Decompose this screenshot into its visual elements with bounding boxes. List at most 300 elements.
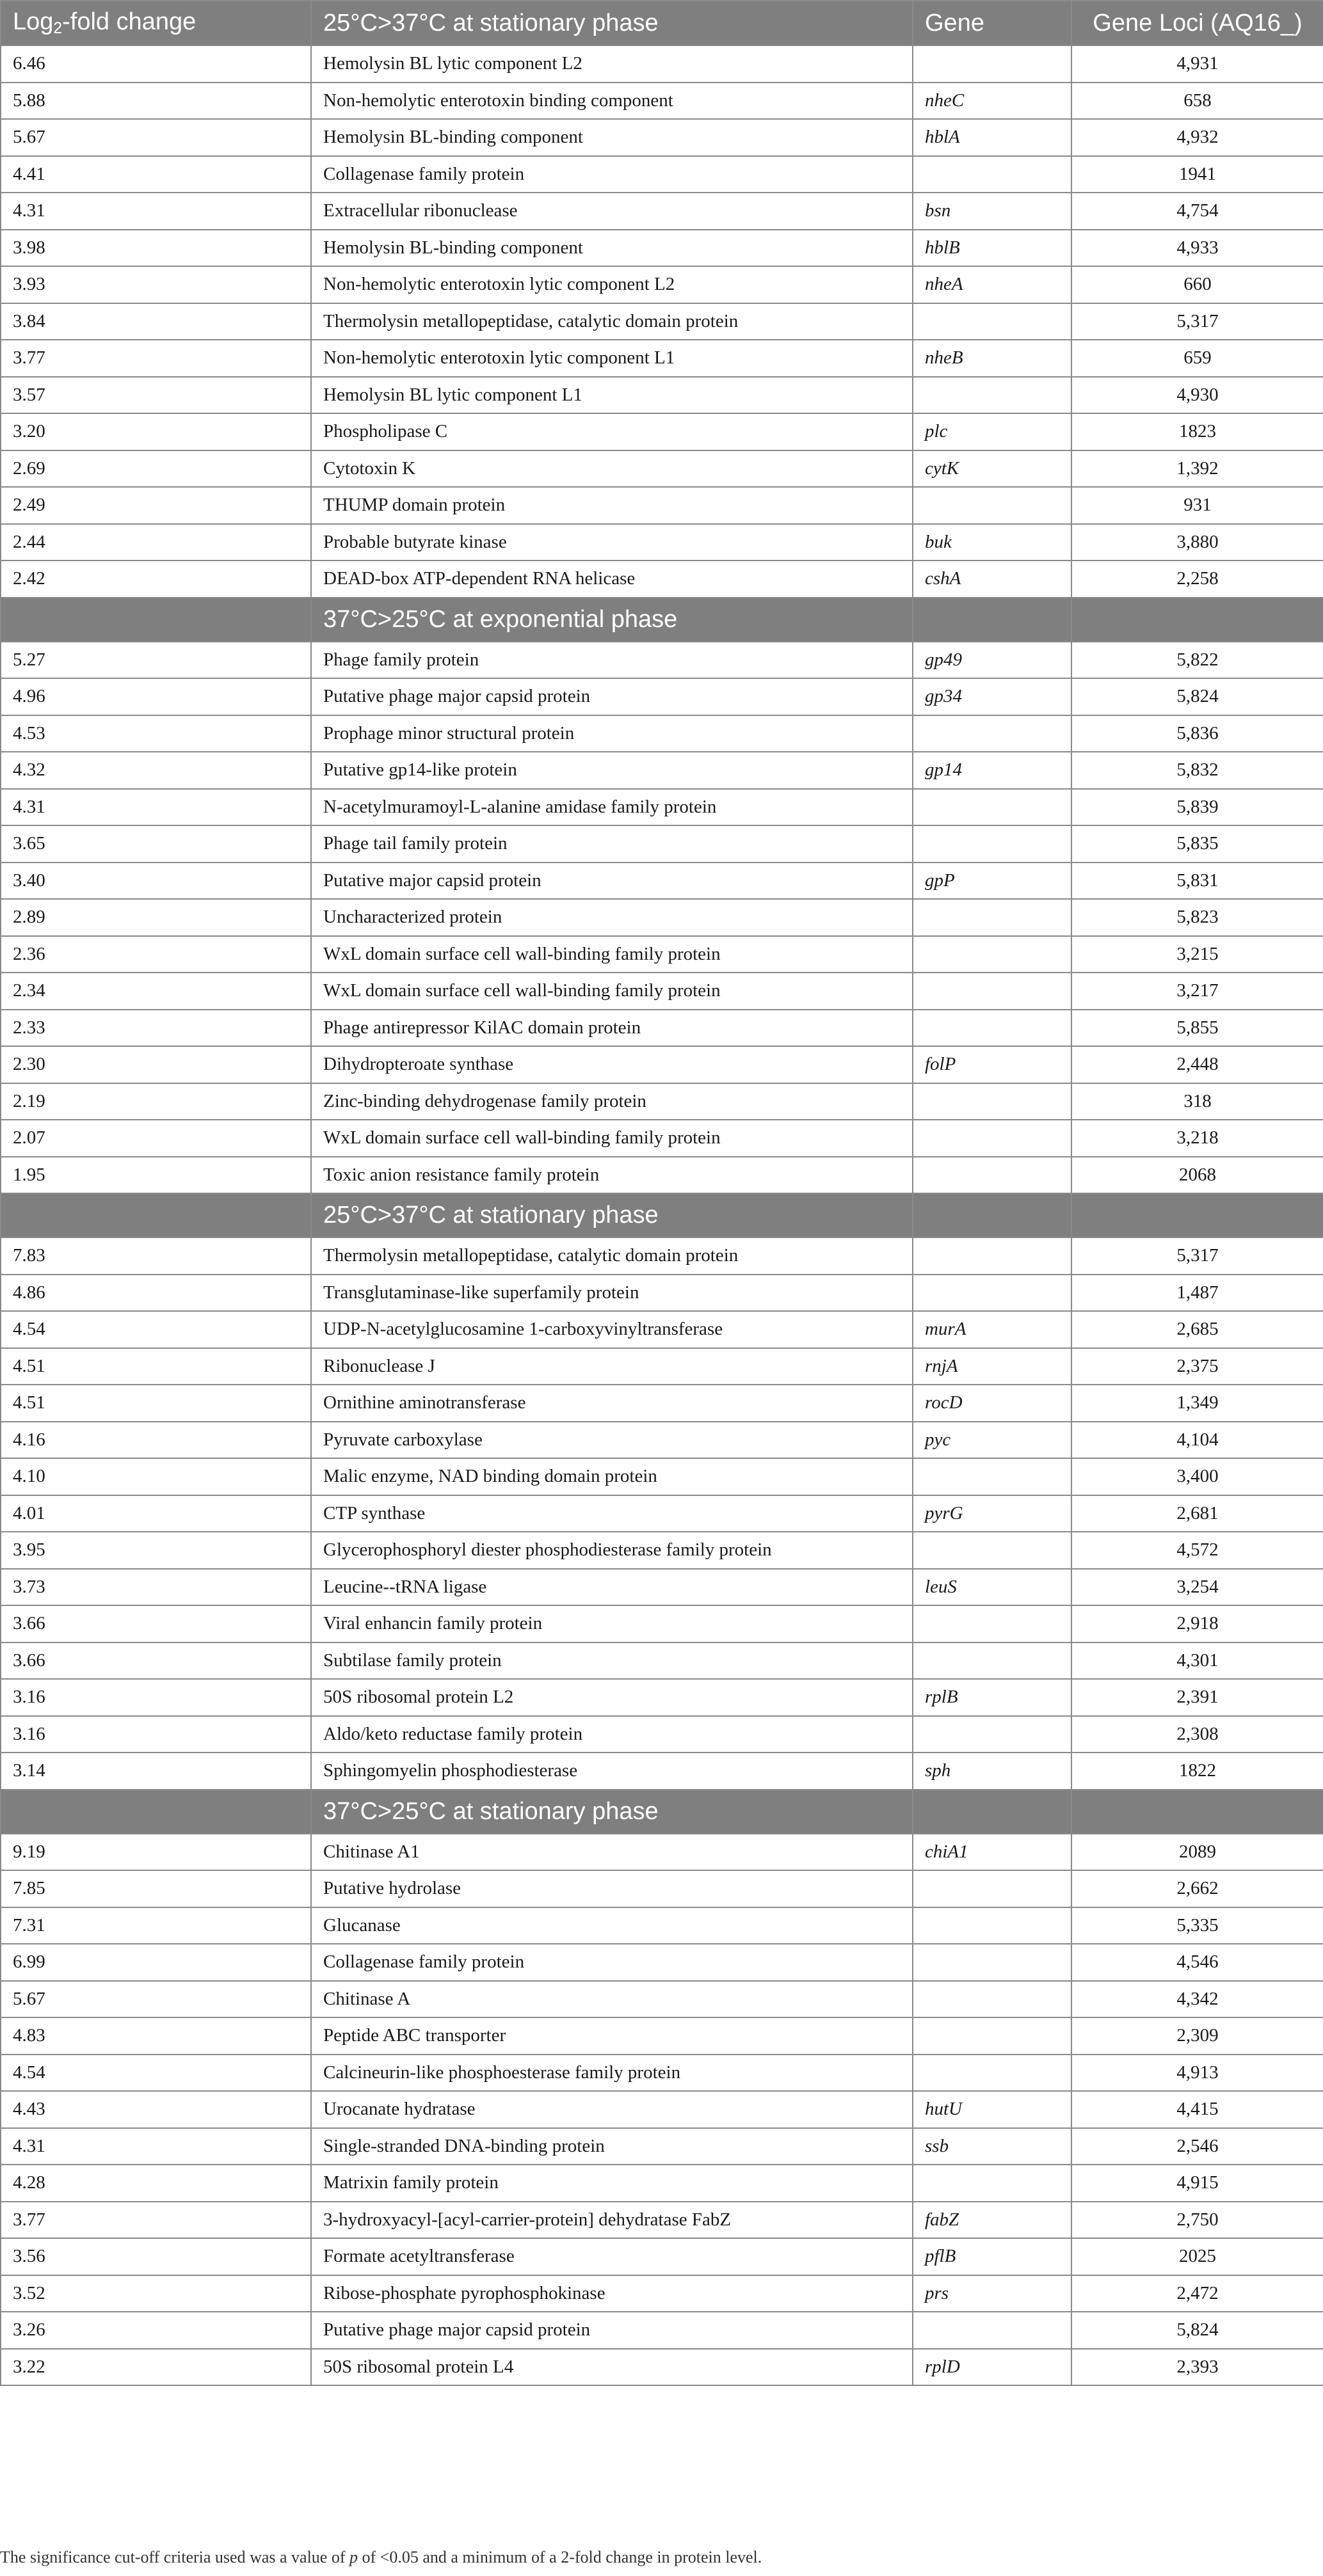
gene-cell: nheB [913,340,1071,377]
table-header [1,1,1323,45]
protein-cell: Thermolysin metallopeptidase, catalytic domain protein [311,303,913,340]
protein-cell: Putative phage major capsid protein [311,2312,913,2349]
gene-cell [913,156,1071,193]
section-title: 37°C>25°C at exponential phase [311,598,913,642]
fold-change-cell: 3.93 [1,266,311,303]
section-empty-cell [1,1193,311,1237]
gene-loci-cell: 5,839 [1071,789,1323,826]
protein-cell: CTP synthase [311,1495,913,1532]
gene-loci-cell: 2,546 [1071,2128,1323,2165]
gene-cell [913,2165,1071,2202]
table-row [1,752,1323,789]
gene-cell [913,1083,1071,1120]
fold-change-cell: 6.46 [1,45,311,83]
gene-loci-cell: 3,218 [1071,1120,1323,1157]
fold-change-cell: 4.10 [1,1458,311,1495]
protein-cell: Non-hemolytic enterotoxin lytic component L2 [311,266,913,303]
gene-cell [913,899,1071,936]
gene-loci-cell: 318 [1071,1083,1323,1120]
protein-cell: Thermolysin metallopeptidase, catalytic domain protein [311,1237,913,1275]
protein-cell: Formate acetyltransferase [311,2238,913,2275]
gene-cell [913,936,1071,973]
protein-cell: Hemolysin BL-binding component [311,230,913,267]
table-row [1,487,1323,524]
gene-cell: gp14 [913,752,1071,789]
protein-cell: WxL domain surface cell wall-binding family protein [311,1120,913,1157]
section-empty-cell [1,598,311,642]
table-row [1,1083,1323,1120]
table-row [1,266,1323,303]
gene-cell [913,2055,1071,2092]
protein-cell: 50S ribosomal protein L4 [311,2349,913,2386]
table-row [1,1385,1323,1422]
fold-change-cell: 3.66 [1,1642,311,1680]
protein-cell: Malic enzyme, NAD binding domain protein [311,1458,913,1495]
gene-cell: hblA [913,119,1071,156]
protein-cell: Putative phage major capsid protein [311,678,913,715]
gene-cell: murA [913,1311,1071,1348]
gene-cell [913,1981,1071,2018]
fold-change-cell: 4.54 [1,2055,311,2092]
gene-loci-cell: 5,855 [1071,1010,1323,1047]
protein-cell: Glycerophosphoryl diester phosphodiesterase family protein [311,1532,913,1569]
header-row [1,1,1323,45]
gene-loci-cell: 1,392 [1071,450,1323,488]
protein-cell: Peptide ABC transporter [311,2017,913,2055]
table-row [1,1716,1323,1753]
protein-cell: Non-hemolytic enterotoxin binding component [311,83,913,120]
gene-cell: ssb [913,2128,1071,2165]
table-row [1,825,1323,863]
gene-loci-cell: 1822 [1071,1753,1323,1790]
gene-cell: hblB [913,230,1071,267]
gene-loci-cell: 2,309 [1071,2017,1323,2055]
header-gene: Gene [913,1,1071,45]
gene-loci-cell: 658 [1071,83,1323,120]
protein-cell: Probable butyrate kinase [311,524,913,561]
gene-loci-cell: 4,301 [1071,1642,1323,1680]
table-row [1,1495,1323,1532]
fold-change-cell: 5.67 [1,119,311,156]
gene-loci-cell: 3,254 [1071,1569,1323,1606]
gene-loci-cell: 660 [1071,266,1323,303]
table-row [1,1237,1323,1275]
fold-change-cell: 3.26 [1,2312,311,2349]
protein-cell: WxL domain surface cell wall-binding family protein [311,973,913,1010]
fold-change-cell: 4.32 [1,752,311,789]
gene-loci-cell: 2025 [1071,2238,1323,2275]
fold-change-cell: 7.31 [1,1907,311,1944]
gene-loci-cell: 4,913 [1071,2055,1323,2092]
table-row [1,1275,1323,1312]
fold-change-cell: 3.16 [1,1716,311,1753]
gene-cell: pyc [913,1422,1071,1459]
gene-cell: gpP [913,863,1071,900]
section-title: 37°C>25°C at stationary phase [311,1790,913,1834]
table-row [1,678,1323,715]
gene-cell [913,973,1071,1010]
gene-loci-cell: 2089 [1071,1834,1323,1871]
section-empty-cell [913,598,1071,642]
table-row [1,2312,1323,2349]
protein-cell: Phage tail family protein [311,825,913,863]
fold-change-cell: 2.33 [1,1010,311,1047]
protein-cell: Calcineurin-like phosphoesterase family protein [311,2055,913,2092]
gene-loci-cell: 4,342 [1071,1981,1323,2018]
fold-change-cell: 3.40 [1,863,311,900]
gene-cell: sph [913,1753,1071,1790]
fold-change-cell: 4.96 [1,678,311,715]
fold-change-cell: 3.77 [1,340,311,377]
gene-cell [913,789,1071,826]
fold-change-cell: 4.31 [1,789,311,826]
gene-loci-cell: 2,918 [1071,1605,1323,1642]
fold-change-cell: 7.85 [1,1870,311,1907]
gene-cell: folP [913,1046,1071,1083]
section-empty-cell [913,1193,1071,1237]
fold-change-cell: 4.43 [1,2091,311,2128]
table-row [1,1834,1323,1871]
protein-cell: Urocanate hydratase [311,2091,913,2128]
protein-cell: Cytotoxin K [311,450,913,488]
protein-cell: Collagenase family protein [311,1944,913,1981]
gene-cell: leuS [913,1569,1071,1606]
table-row [1,863,1323,900]
gene-loci-cell: 931 [1071,487,1323,524]
gene-loci-cell: 2,391 [1071,1679,1323,1716]
protein-cell: DEAD-box ATP-dependent RNA helicase [311,561,913,598]
protein-cell: Zinc-binding dehydrogenase family protein [311,1083,913,1120]
table-row [1,1422,1323,1459]
gene-cell [913,2017,1071,2055]
table-row [1,1157,1323,1194]
table-row [1,2238,1323,2275]
table-row [1,524,1323,561]
table-row [1,156,1323,193]
protein-cell: Single-stranded DNA-binding protein [311,2128,913,2165]
fold-change-cell: 4.51 [1,1348,311,1385]
fold-change-cell: 4.54 [1,1311,311,1348]
fold-change-cell: 2.34 [1,973,311,1010]
gene-loci-cell: 2,750 [1071,2202,1323,2239]
gene-cell: rplB [913,1679,1071,1716]
protein-cell: Ribonuclease J [311,1348,913,1385]
protein-cell: Toxic anion resistance family protein [311,1157,913,1194]
gene-cell [913,825,1071,863]
table-row [1,1870,1323,1907]
gene-cell: pflB [913,2238,1071,2275]
gene-loci-cell: 5,335 [1071,1907,1323,1944]
gene-cell [913,1532,1071,1569]
table-row [1,2275,1323,2312]
protein-cell: Subtilase family protein [311,1642,913,1680]
table-row [1,899,1323,936]
fold-change-cell: 4.86 [1,1275,311,1312]
fold-change-cell: 4.01 [1,1495,311,1532]
gene-loci-cell: 4,415 [1071,2091,1323,2128]
gene-loci-cell: 5,317 [1071,303,1323,340]
table-row [1,1605,1323,1642]
fold-change-cell: 2.89 [1,899,311,936]
gene-cell [913,487,1071,524]
table-row [1,1981,1323,2018]
fold-change-cell: 4.53 [1,715,311,752]
gene-cell [913,1157,1071,1194]
gene-loci-cell: 3,880 [1071,524,1323,561]
gene-cell [913,1642,1071,1680]
protein-cell: Matrixin family protein [311,2165,913,2202]
fold-change-cell: 2.07 [1,1120,311,1157]
gene-loci-cell: 1823 [1071,413,1323,450]
gene-loci-cell: 2,308 [1071,1716,1323,1753]
gene-cell: hutU [913,2091,1071,2128]
table-row [1,789,1323,826]
protein-cell: Dihydropteroate synthase [311,1046,913,1083]
gene-loci-cell: 5,832 [1071,752,1323,789]
section-empty-cell [1071,1193,1323,1237]
gene-loci-cell: 2,662 [1071,1870,1323,1907]
gene-loci-cell: 4,546 [1071,1944,1323,1981]
protein-cell: 50S ribosomal protein L2 [311,1679,913,1716]
fold-change-cell: 4.31 [1,193,311,230]
fold-change-cell: 4.41 [1,156,311,193]
gene-cell: cytK [913,450,1071,488]
gene-loci-cell: 2,258 [1071,561,1323,598]
fold-change-cell: 2.30 [1,1046,311,1083]
fold-change-cell: 3.65 [1,825,311,863]
table-row [1,2202,1323,2239]
header-gene-loci: Gene Loci (AQ16_) [1071,1,1323,45]
gene-loci-cell: 4,932 [1071,119,1323,156]
protein-cell: Putative gp14-like protein [311,752,913,789]
table-row [1,377,1323,414]
table-row [1,2017,1323,2055]
protein-cell: Putative hydrolase [311,1870,913,1907]
protein-cell: Uncharacterized protein [311,899,913,936]
table-row [1,1532,1323,1569]
protein-cell: Leucine--tRNA ligase [311,1569,913,1606]
table-row [1,413,1323,450]
table-row [1,2165,1323,2202]
gene-cell [913,1120,1071,1157]
table-row [1,83,1323,120]
gene-cell [913,377,1071,414]
protein-cell: Prophage minor structural protein [311,715,913,752]
protein-cell: 3-hydroxyacyl-[acyl-carrier-protein] dehydratase FabZ [311,2202,913,2239]
gene-loci-cell: 1,349 [1071,1385,1323,1422]
gene-loci-cell: 4,933 [1071,230,1323,267]
table-row [1,1458,1323,1495]
fold-change-cell: 9.19 [1,1834,311,1871]
table-row [1,340,1323,377]
fold-change-cell: 3.73 [1,1569,311,1606]
gene-loci-cell: 3,217 [1071,973,1323,1010]
table-row [1,1944,1323,1981]
table-row [1,303,1323,340]
table-row [1,642,1323,679]
gene-cell [913,715,1071,752]
protein-cell: UDP-N-acetylglucosamine 1-carboxyvinyltransferase [311,1311,913,1348]
table-row [1,230,1323,267]
protein-cell: Non-hemolytic enterotoxin lytic component L1 [311,340,913,377]
gene-cell [913,303,1071,340]
fold-change-cell: 4.28 [1,2165,311,2202]
protein-cell: Phage antirepressor KilAC domain protein [311,1010,913,1047]
fold-change-cell: 2.42 [1,561,311,598]
table-row [1,973,1323,1010]
gene-cell: cshA [913,561,1071,598]
section-header-row [1,598,1323,642]
table-row [1,2128,1323,2165]
gene-loci-cell: 4,930 [1071,377,1323,414]
protein-cell: Collagenase family protein [311,156,913,193]
gene-cell [913,1458,1071,1495]
fold-change-cell: 6.99 [1,1944,311,1981]
gene-cell: nheC [913,83,1071,120]
gene-loci-cell: 5,317 [1071,1237,1323,1275]
gene-cell: prs [913,2275,1071,2312]
gene-loci-cell: 5,824 [1071,2312,1323,2349]
section-header-row [1,1790,1323,1834]
protein-cell: Viral enhancin family protein [311,1605,913,1642]
gene-cell [913,1907,1071,1944]
gene-loci-cell: 3,215 [1071,936,1323,973]
fold-change-cell: 3.16 [1,1679,311,1716]
gene-cell [913,1237,1071,1275]
table-row [1,1311,1323,1348]
table-row [1,2055,1323,2092]
gene-loci-cell: 5,822 [1071,642,1323,679]
gene-cell [913,1870,1071,1907]
gene-loci-cell: 5,836 [1071,715,1323,752]
table-row [1,715,1323,752]
fold-change-cell: 3.57 [1,377,311,414]
header-fold-change: Log$_2$-fold change [1,1,311,45]
gene-cell [913,1010,1071,1047]
protein-cell: Chitinase A1 [311,1834,913,1871]
fold-change-cell: 3.14 [1,1753,311,1790]
fold-change-cell: 3.56 [1,2238,311,2275]
gene-cell [913,1605,1071,1642]
table-row [1,1010,1323,1047]
gene-loci-cell: 4,754 [1071,193,1323,230]
table-row [1,450,1323,488]
header-condition: 25°C>37°C at stationary phase [311,1,913,45]
gene-loci-cell: 2,448 [1071,1046,1323,1083]
fold-change-cell: 3.52 [1,2275,311,2312]
gene-cell: gp49 [913,642,1071,679]
fold-change-cell: 2.36 [1,936,311,973]
gene-cell [913,1716,1071,1753]
gene-cell [913,1275,1071,1312]
protein-cell: Hemolysin BL-binding component [311,119,913,156]
fold-change-cell: 3.77 [1,2202,311,2239]
table-row [1,1120,1323,1157]
gene-cell: gp34 [913,678,1071,715]
protein-cell: Ornithine aminotransferase [311,1385,913,1422]
gene-loci-cell: 1941 [1071,156,1323,193]
gene-loci-cell: 5,823 [1071,899,1323,936]
protein-cell: Putative major capsid protein [311,863,913,900]
section-empty-cell [1071,1790,1323,1834]
fold-change-cell: 3.84 [1,303,311,340]
protein-cell: Glucanase [311,1907,913,1944]
table-body [1,45,1323,2385]
table-row [1,1642,1323,1680]
table-row [1,119,1323,156]
fold-change-cell: 5.27 [1,642,311,679]
table-row [1,936,1323,973]
table-row [1,2349,1323,2386]
section-title: 25°C>37°C at stationary phase [311,1193,913,1237]
fold-change-cell: 1.95 [1,1157,311,1194]
protein-cell: Chitinase A [311,1981,913,2018]
gene-loci-cell: 5,824 [1071,678,1323,715]
gene-loci-cell: 3,400 [1071,1458,1323,1495]
fold-change-cell: 3.20 [1,413,311,450]
fold-change-cell: 2.49 [1,487,311,524]
section-empty-cell [1071,598,1323,642]
table-row [1,1569,1323,1606]
fold-change-cell: 5.67 [1,1981,311,2018]
fold-change-cell: 4.51 [1,1385,311,1422]
gene-cell: fabZ [913,2202,1071,2239]
table-footnote: The significance cut-off criteria used was a value of p of <0.05 and a minimum of a 2-fold change in protein level. [0,2548,762,2566]
section-header-row [1,1193,1323,1237]
gene-loci-cell: 2,685 [1071,1311,1323,1348]
protein-cell: Extracellular ribonuclease [311,193,913,230]
gene-loci-cell: 659 [1071,340,1323,377]
protein-cell: THUMP domain protein [311,487,913,524]
protein-cell: Aldo/keto reductase family protein [311,1716,913,1753]
gene-cell: bsn [913,193,1071,230]
protein-cell: Transglutaminase-like superfamily protein [311,1275,913,1312]
fold-change-cell: 4.83 [1,2017,311,2055]
gene-cell: rplD [913,2349,1071,2386]
fold-change-cell: 2.69 [1,450,311,488]
fold-change-cell: 5.88 [1,83,311,120]
gene-loci-cell: 4,572 [1071,1532,1323,1569]
table-row [1,2091,1323,2128]
fold-change-cell: 2.19 [1,1083,311,1120]
protein-cell: Phospholipase C [311,413,913,450]
fold-change-cell: 3.98 [1,230,311,267]
fold-change-cell: 4.16 [1,1422,311,1459]
gene-cell [913,1944,1071,1981]
fold-change-cell: 3.95 [1,1532,311,1569]
table-row [1,1753,1323,1790]
section-empty-cell [913,1790,1071,1834]
fold-change-cell: 3.66 [1,1605,311,1642]
gene-cell: nheA [913,266,1071,303]
table-row [1,45,1323,83]
protein-cell: Phage family protein [311,642,913,679]
protein-cell: Hemolysin BL lytic component L2 [311,45,913,83]
gene-loci-cell: 5,831 [1071,863,1323,900]
protein-cell: WxL domain surface cell wall-binding family protein [311,936,913,973]
gene-cell: chiA1 [913,1834,1071,1871]
fold-change-cell: 3.22 [1,2349,311,2386]
gene-loci-cell: 2,472 [1071,2275,1323,2312]
protein-cell: Pyruvate carboxylase [311,1422,913,1459]
section-empty-cell [1,1790,311,1834]
gene-cell [913,2312,1071,2349]
table-row [1,1679,1323,1716]
fold-change-cell: 2.44 [1,524,311,561]
gene-loci-cell: 2,375 [1071,1348,1323,1385]
gene-loci-cell: 5,835 [1071,825,1323,863]
table-row [1,561,1323,598]
